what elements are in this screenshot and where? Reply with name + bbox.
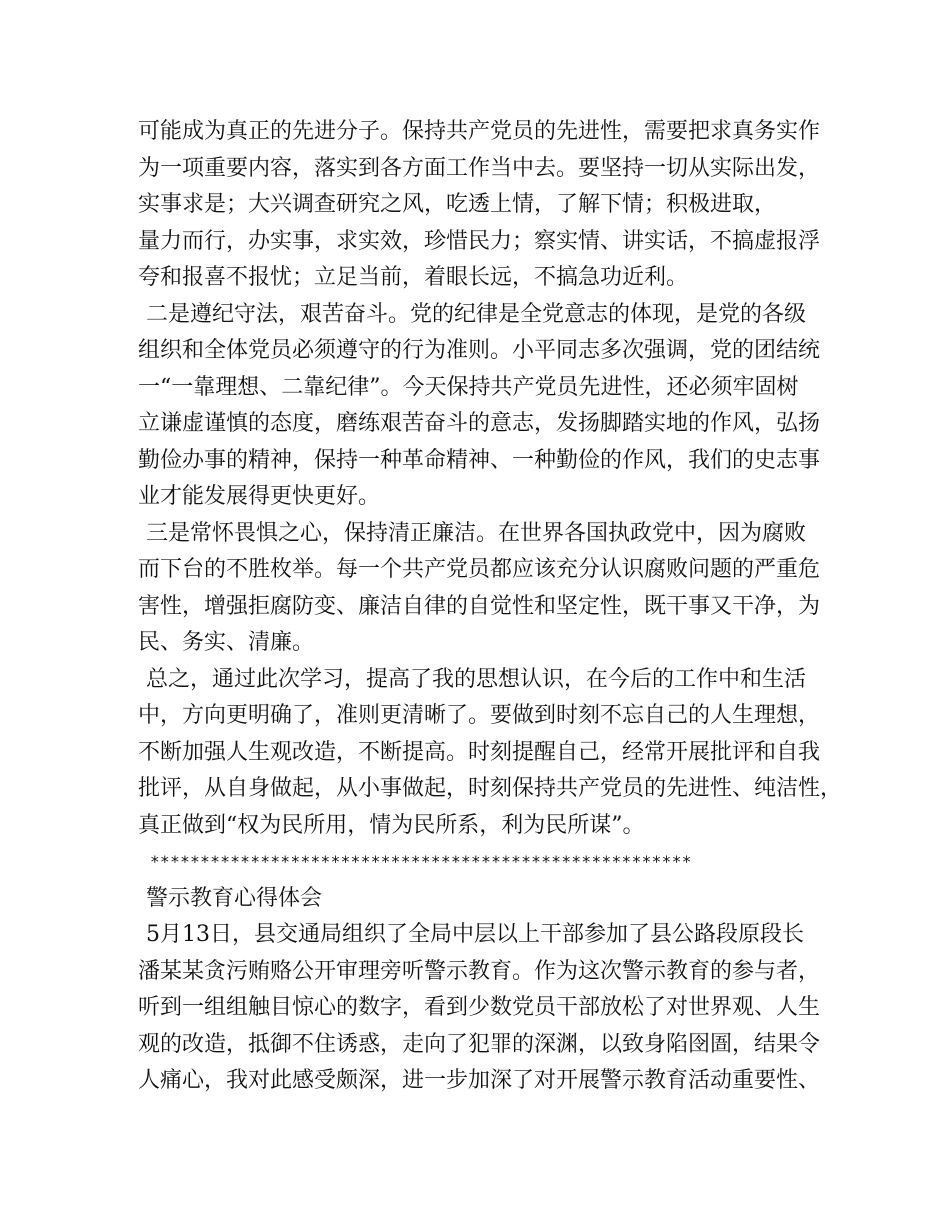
document-body — [138, 114, 843, 1100]
text-line: 观的改造，抵御不住诱惑，走向了犯罪的深渊，以致身陷囹圄，结果令 — [138, 1031, 821, 1057]
text-line: 组织和全体党员必须遵守的行为准则。小平同志多次强调，党的团结统 — [138, 338, 821, 363]
text-line: 不断加强人生观改造，不断提高。时刻提醒自己，经常开展批评和自我 — [138, 739, 821, 765]
separator-stars: ****************************************************** — [150, 852, 692, 871]
text-line: 害性，增强拒腐防变、廉洁自律的自觉性和坚定性，既干事又干净，为 — [138, 593, 821, 619]
text-line: 听到一组组触目惊心的数字，看到少数党员干部放松了对世界观、人生 — [138, 995, 821, 1020]
text-line: 批评，从自身做起，从小事做起，时刻保持共产党员的先进性、纯洁性， — [138, 776, 843, 801]
text-line: 量力而行，办实事，求实效，珍惜民力；察实情、讲实话，不搞虚报浮 — [138, 228, 821, 254]
text-line: 真正做到“权为民所用，情为民所系，利为民所谋”。 — [138, 812, 645, 838]
text-line: 立谦虚谨慎的态度，磨练艰苦奋斗的意志，发扬脚踏实地的作风，弘扬 — [138, 411, 821, 436]
section-title: 警示教育心得体会 — [146, 885, 323, 911]
text-line: 中，方向更明确了，准则更清晰了。要做到时刻不忘自己的人生理想， — [138, 703, 821, 728]
text-line: 可能成为真正的先进分子。保持共产党员的先进性，需要把求真务实作 — [138, 119, 821, 144]
paragraph-start-line: 5月13日，县交通局组织了全局中层以上干部参加了县公路段原段长 — [146, 922, 804, 947]
text-line: 业才能发展得更快更好。 — [138, 484, 381, 509]
text-line: 实事求是；大兴调查研究之风，吃透上情，了解下情；积极进取， — [138, 192, 777, 217]
text-line: 潘某某贪污贿赂公开审理旁听警示教育。作为这次警示教育的参与者， — [138, 958, 821, 984]
text-line: 夸和报喜不报忧；立足当前，着眼长远，不搞急功近利。 — [138, 265, 689, 290]
text-line: 而下台的不胜枚举。每一个共产党员都应该充分认识腐败问题的严重危 — [138, 557, 821, 582]
text-line: 人痛心，我对此感受颇深，进一步加深了对开展警示教育活动重要性、 — [138, 1068, 821, 1093]
text-line: 勤俭办事的精神，保持一种革命精神、一种勤俭的作风，我们的史志事 — [138, 447, 821, 473]
paragraph-start-line: 三是常怀畏惧之心，保持清正廉洁。在世界各国执政党中，因为腐败 — [146, 520, 807, 546]
paragraph-start-line: 二是遵纪守法，艰苦奋斗。党的纪律是全党意志的体现，是党的各级 — [146, 301, 807, 327]
text-line: 民、务实、清廉。 — [138, 630, 315, 655]
text-line: 为一项重要内容，落实到各方面工作当中去。要坚持一切从实际出发， — [138, 155, 821, 181]
text-line: 一“一靠理想、二靠纪律”。今天保持共产党员先进性，还必须牢固树 — [138, 374, 799, 400]
paragraph-start-line: 总之，通过此次学习，提高了我的思想认识，在今后的工作中和生活 — [146, 666, 807, 692]
